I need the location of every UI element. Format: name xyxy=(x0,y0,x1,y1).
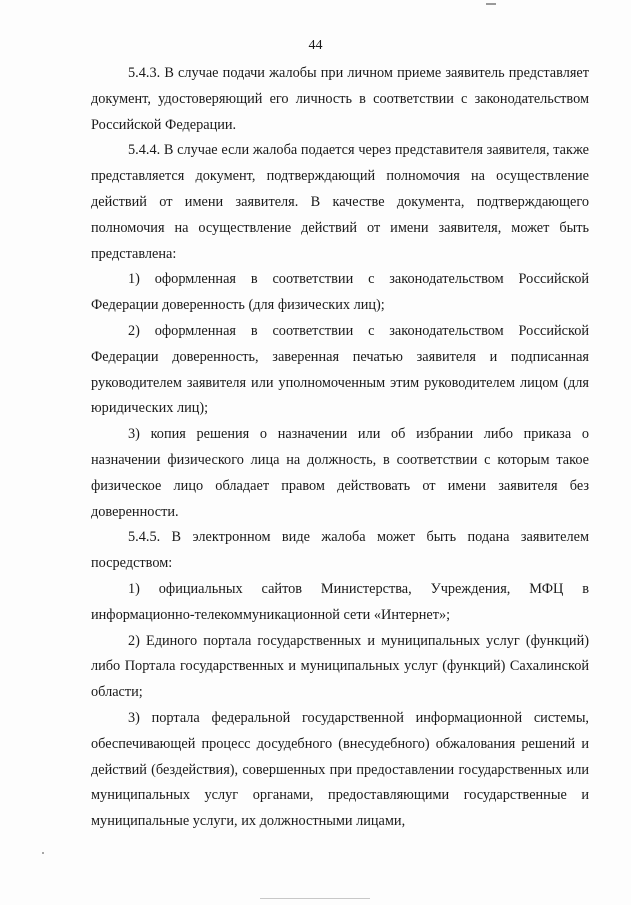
list-item-5-4-5-3: 3) портала федеральной государственной информационной системы, обеспечивающей процесс досудебного (внесудебного) обжалования решений и действий (бездействия), совершенных при предоставлении государственных или муниципальных услуг органами, предоставляющими государственные и муниципальные услуги, их должностными лицами, xyxy=(91,709,589,830)
paragraph-5-4-4: 5.4.4. В случае если жалоба подается через представителя заявителя, также представляется документ, подтверждающий полномочия на осуществление действий от имени заявителя. В качестве документа, подтверждающего полномочия на осуществление действий от имени заявителя, может быть представлена: xyxy=(91,142,589,262)
page-number: 44 xyxy=(308,38,323,53)
scan-artifact-top xyxy=(486,3,496,5)
list-item-5-4-4-1: 1) оформленная в соответствии с законодательством Российской Федерации доверенность (для физических лиц); xyxy=(91,271,589,314)
scan-artifact-dot xyxy=(42,852,44,854)
paragraph-5-4-3: 5.4.3. В случае подачи жалобы при личном приеме заявитель представляет документ, удостоверяющий его личность в соответствии с законодательством Российской Федерации. xyxy=(91,65,589,133)
paragraph-5-4-5: 5.4.5. В электронном виде жалоба может быть подана заявителем посредством: xyxy=(91,529,589,572)
list-item-5-4-5-1: 1) официальных сайтов Министерства, Учреждения, МФЦ в информационно-телекоммуникационной сети «Интернет»; xyxy=(91,580,589,623)
list-item-5-4-4-3: 3) копия решения о назначении или об избрании либо приказа о назначении физического лица на должность, в соответствии с которым такое физическое лицо обладает правом действовать от имени заявителя без доверенности. xyxy=(91,426,589,520)
scan-artifact-bottom xyxy=(260,898,370,899)
document-body xyxy=(91,61,589,835)
list-item-5-4-5-2: 2) Единого портала государственных и муниципальных услуг (функций) либо Портала государственных и муниципальных услуг (функций) Сахалинской области; xyxy=(91,632,589,701)
list-item-5-4-4-2: 2) оформленная в соответствии с законодательством Российской Федерации доверенность, заверенная печатью заявителя и подписанная руководителем заявителя или уполномоченным этим руководителем лицом (для юридических лиц); xyxy=(91,322,589,417)
